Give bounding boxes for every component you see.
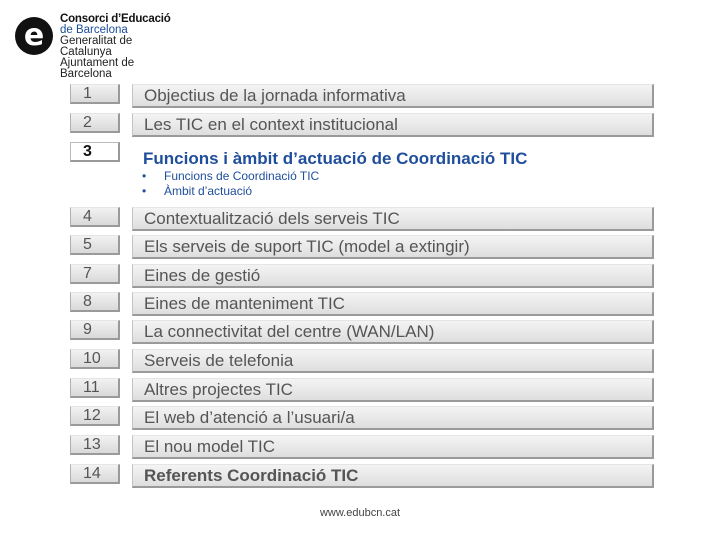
agenda-number: 5 <box>70 235 120 255</box>
agenda-number: 10 <box>70 349 120 369</box>
agenda-title-active: Funcions i àmbit d’actuació de Coordinació TIC <box>143 149 528 168</box>
agenda-number-active: 3 <box>70 142 120 162</box>
agenda-title: Els serveis de suport TIC (model a extingir) <box>132 235 654 259</box>
logo-letter: e <box>23 18 45 53</box>
logo-line-2: de Barcelona <box>60 24 128 36</box>
subitem-label: Àmbit d’actuació <box>164 184 253 198</box>
logo-line-3: Generalitat de Catalunya <box>60 35 133 58</box>
agenda-title: La connectivitat del centre (WAN/LAN) <box>132 320 654 344</box>
agenda-number: 4 <box>70 207 120 227</box>
agenda-title: Eines de manteniment TIC <box>132 292 654 316</box>
agenda-title: Contextualització dels serveis TIC <box>132 207 654 231</box>
agenda-number: 9 <box>70 320 120 340</box>
agenda-number: 7 <box>70 264 120 284</box>
agenda-active-section <box>132 143 654 201</box>
agenda-title: Eines de gestió <box>132 264 654 288</box>
agenda-number: 1 <box>70 84 120 104</box>
agenda-number: 13 <box>70 435 120 455</box>
agenda-number: 12 <box>70 406 120 426</box>
agenda-number: 11 <box>70 378 120 398</box>
footer-url[interactable]: www.edubcn.cat <box>319 507 401 519</box>
agenda-title: Objectius de la jornada informativa <box>132 84 654 108</box>
agenda-number: 14 <box>70 464 120 484</box>
logo-line-4: Ajuntament de Barcelona <box>60 57 135 80</box>
subitem <box>142 184 319 199</box>
subitem <box>142 169 319 184</box>
consorci-logo <box>14 13 184 80</box>
bullet-icon: • <box>142 169 147 183</box>
logo-e-icon <box>14 16 54 56</box>
logo-line-1: Consorci d’Educació <box>60 13 171 25</box>
bullet-icon: • <box>142 184 147 198</box>
logo-text <box>60 14 184 80</box>
agenda-title: Altres projectes TIC <box>132 378 654 402</box>
agenda-title: Serveis de telefonia <box>132 349 654 373</box>
agenda-subitems <box>142 169 319 199</box>
agenda-title: El web d’atenció a l’usuari/a <box>132 406 654 430</box>
agenda-number: 8 <box>70 292 120 312</box>
agenda-number: 2 <box>70 113 120 133</box>
agenda-title: Referents Coordinació TIC <box>132 464 654 488</box>
subitem-label: Funcions de Coordinació TIC <box>164 169 320 183</box>
agenda-title: El nou model TIC <box>132 435 654 459</box>
agenda-title: Les TIC en el context institucional <box>132 113 654 137</box>
